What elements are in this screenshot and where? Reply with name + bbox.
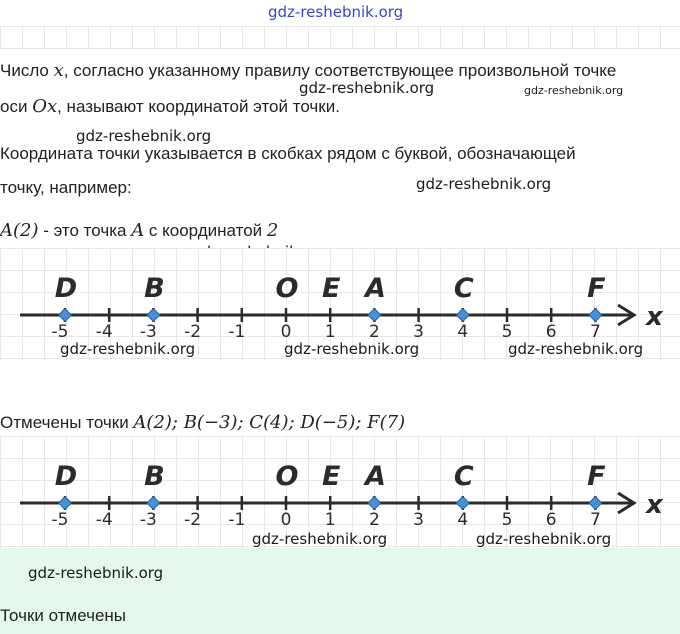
text: с координатой	[144, 221, 267, 240]
point-letter: C	[453, 273, 474, 304]
point-letter: C	[453, 461, 474, 492]
axis-name: Ox	[32, 96, 58, 117]
tick-label: -2	[184, 510, 202, 530]
grid-strip-top	[0, 26, 680, 50]
tick-label: 0	[280, 322, 292, 342]
tick-label: -3	[139, 322, 157, 342]
paragraph-1-line-2	[0, 96, 340, 117]
watermark: gdz-reshebnik.org	[476, 530, 612, 548]
point-letter: O	[275, 273, 299, 304]
watermark-top: gdz-reshebnik.org	[268, 3, 404, 21]
watermark: gdz-reshebnik.org	[60, 340, 196, 358]
watermark: gdz-reshebnik.org	[299, 79, 435, 97]
answer-text: Точки отмечены	[0, 606, 127, 625]
axis-label: x	[646, 302, 663, 332]
point-dot	[456, 309, 469, 322]
point-dot	[589, 497, 602, 510]
paragraph-1-line-1	[0, 60, 616, 81]
tick-label: 5	[501, 322, 513, 342]
tick-label: -1	[228, 322, 246, 342]
tick-label: -4	[95, 510, 113, 530]
point-dot	[456, 497, 469, 510]
text: , называют координатой этой точки.	[57, 97, 340, 116]
point-dot	[59, 309, 72, 322]
point-dot	[147, 497, 160, 510]
tick-label: 5	[501, 510, 513, 530]
tick-label: -5	[51, 322, 69, 342]
tick-label: 1	[324, 510, 336, 530]
answer-box	[0, 548, 680, 634]
point-dot	[147, 309, 160, 322]
tick-label: -5	[51, 510, 69, 530]
text: , согласно указанному правилу соответствующее произвольной точке	[63, 61, 617, 80]
point-notation: A(2)	[0, 220, 39, 241]
marked-points-line	[0, 412, 405, 433]
point-letter: F	[587, 273, 606, 304]
tick-label: -3	[139, 510, 157, 530]
point-dot	[368, 497, 381, 510]
text: оси	[0, 97, 33, 116]
point-letter: A	[131, 220, 145, 241]
tick-label: -2	[184, 322, 202, 342]
watermark: gdz-reshebnik.org	[524, 84, 624, 97]
tick-label: 0	[280, 510, 292, 530]
watermark: gdz-reshebnik.org	[76, 127, 212, 145]
watermark: gdz-reshebnik.org	[284, 340, 420, 358]
variable-x: x	[53, 60, 64, 81]
point-dot	[368, 309, 381, 322]
tick-label: 2	[368, 510, 380, 530]
watermark: gdz-reshebnik.org	[252, 530, 388, 548]
tick-label: 2	[368, 322, 380, 342]
point-letter: A	[364, 461, 386, 492]
point-letter: F	[587, 461, 606, 492]
point-letter: D	[54, 273, 78, 304]
tick-label: 3	[413, 510, 425, 530]
axis-label: x	[646, 490, 663, 520]
point-letter: E	[321, 461, 341, 492]
coordinate-value: 2	[266, 220, 279, 241]
point-letter: D	[54, 461, 78, 492]
tick-label: 3	[413, 322, 425, 342]
tick-label: -1	[228, 510, 246, 530]
text: Отмечены точки	[0, 413, 134, 432]
tick-label: 6	[545, 322, 557, 342]
tick-label: -4	[95, 322, 113, 342]
point-letter: O	[275, 461, 299, 492]
watermark: gdz-reshebnik.org	[508, 340, 644, 358]
point-letter: B	[144, 273, 165, 304]
tick-label: 1	[324, 322, 336, 342]
example-line	[0, 220, 278, 241]
text: - это точка	[38, 221, 132, 240]
point-letter: A	[364, 273, 386, 304]
tick-label: 4	[457, 322, 469, 342]
tick-label: 7	[589, 510, 601, 530]
watermark: gdz-reshebnik.org	[416, 175, 552, 193]
points-list: A(2); B(−3); C(4); D(−5); F(7)	[133, 412, 406, 433]
text: Число	[0, 61, 54, 80]
point-dot	[589, 309, 602, 322]
tick-label: 7	[589, 322, 601, 342]
point-dot	[59, 497, 72, 510]
watermark: gdz-reshebnik.org	[28, 564, 164, 582]
paragraph-2-line-1: Координата точки указывается в скобках рядом с буквой, обозначающей	[0, 144, 576, 163]
point-letter: B	[144, 461, 165, 492]
point-letter: E	[321, 273, 341, 304]
tick-label: 4	[457, 510, 469, 530]
paragraph-2-line-2: точку, например:	[0, 178, 132, 197]
tick-label: 6	[545, 510, 557, 530]
